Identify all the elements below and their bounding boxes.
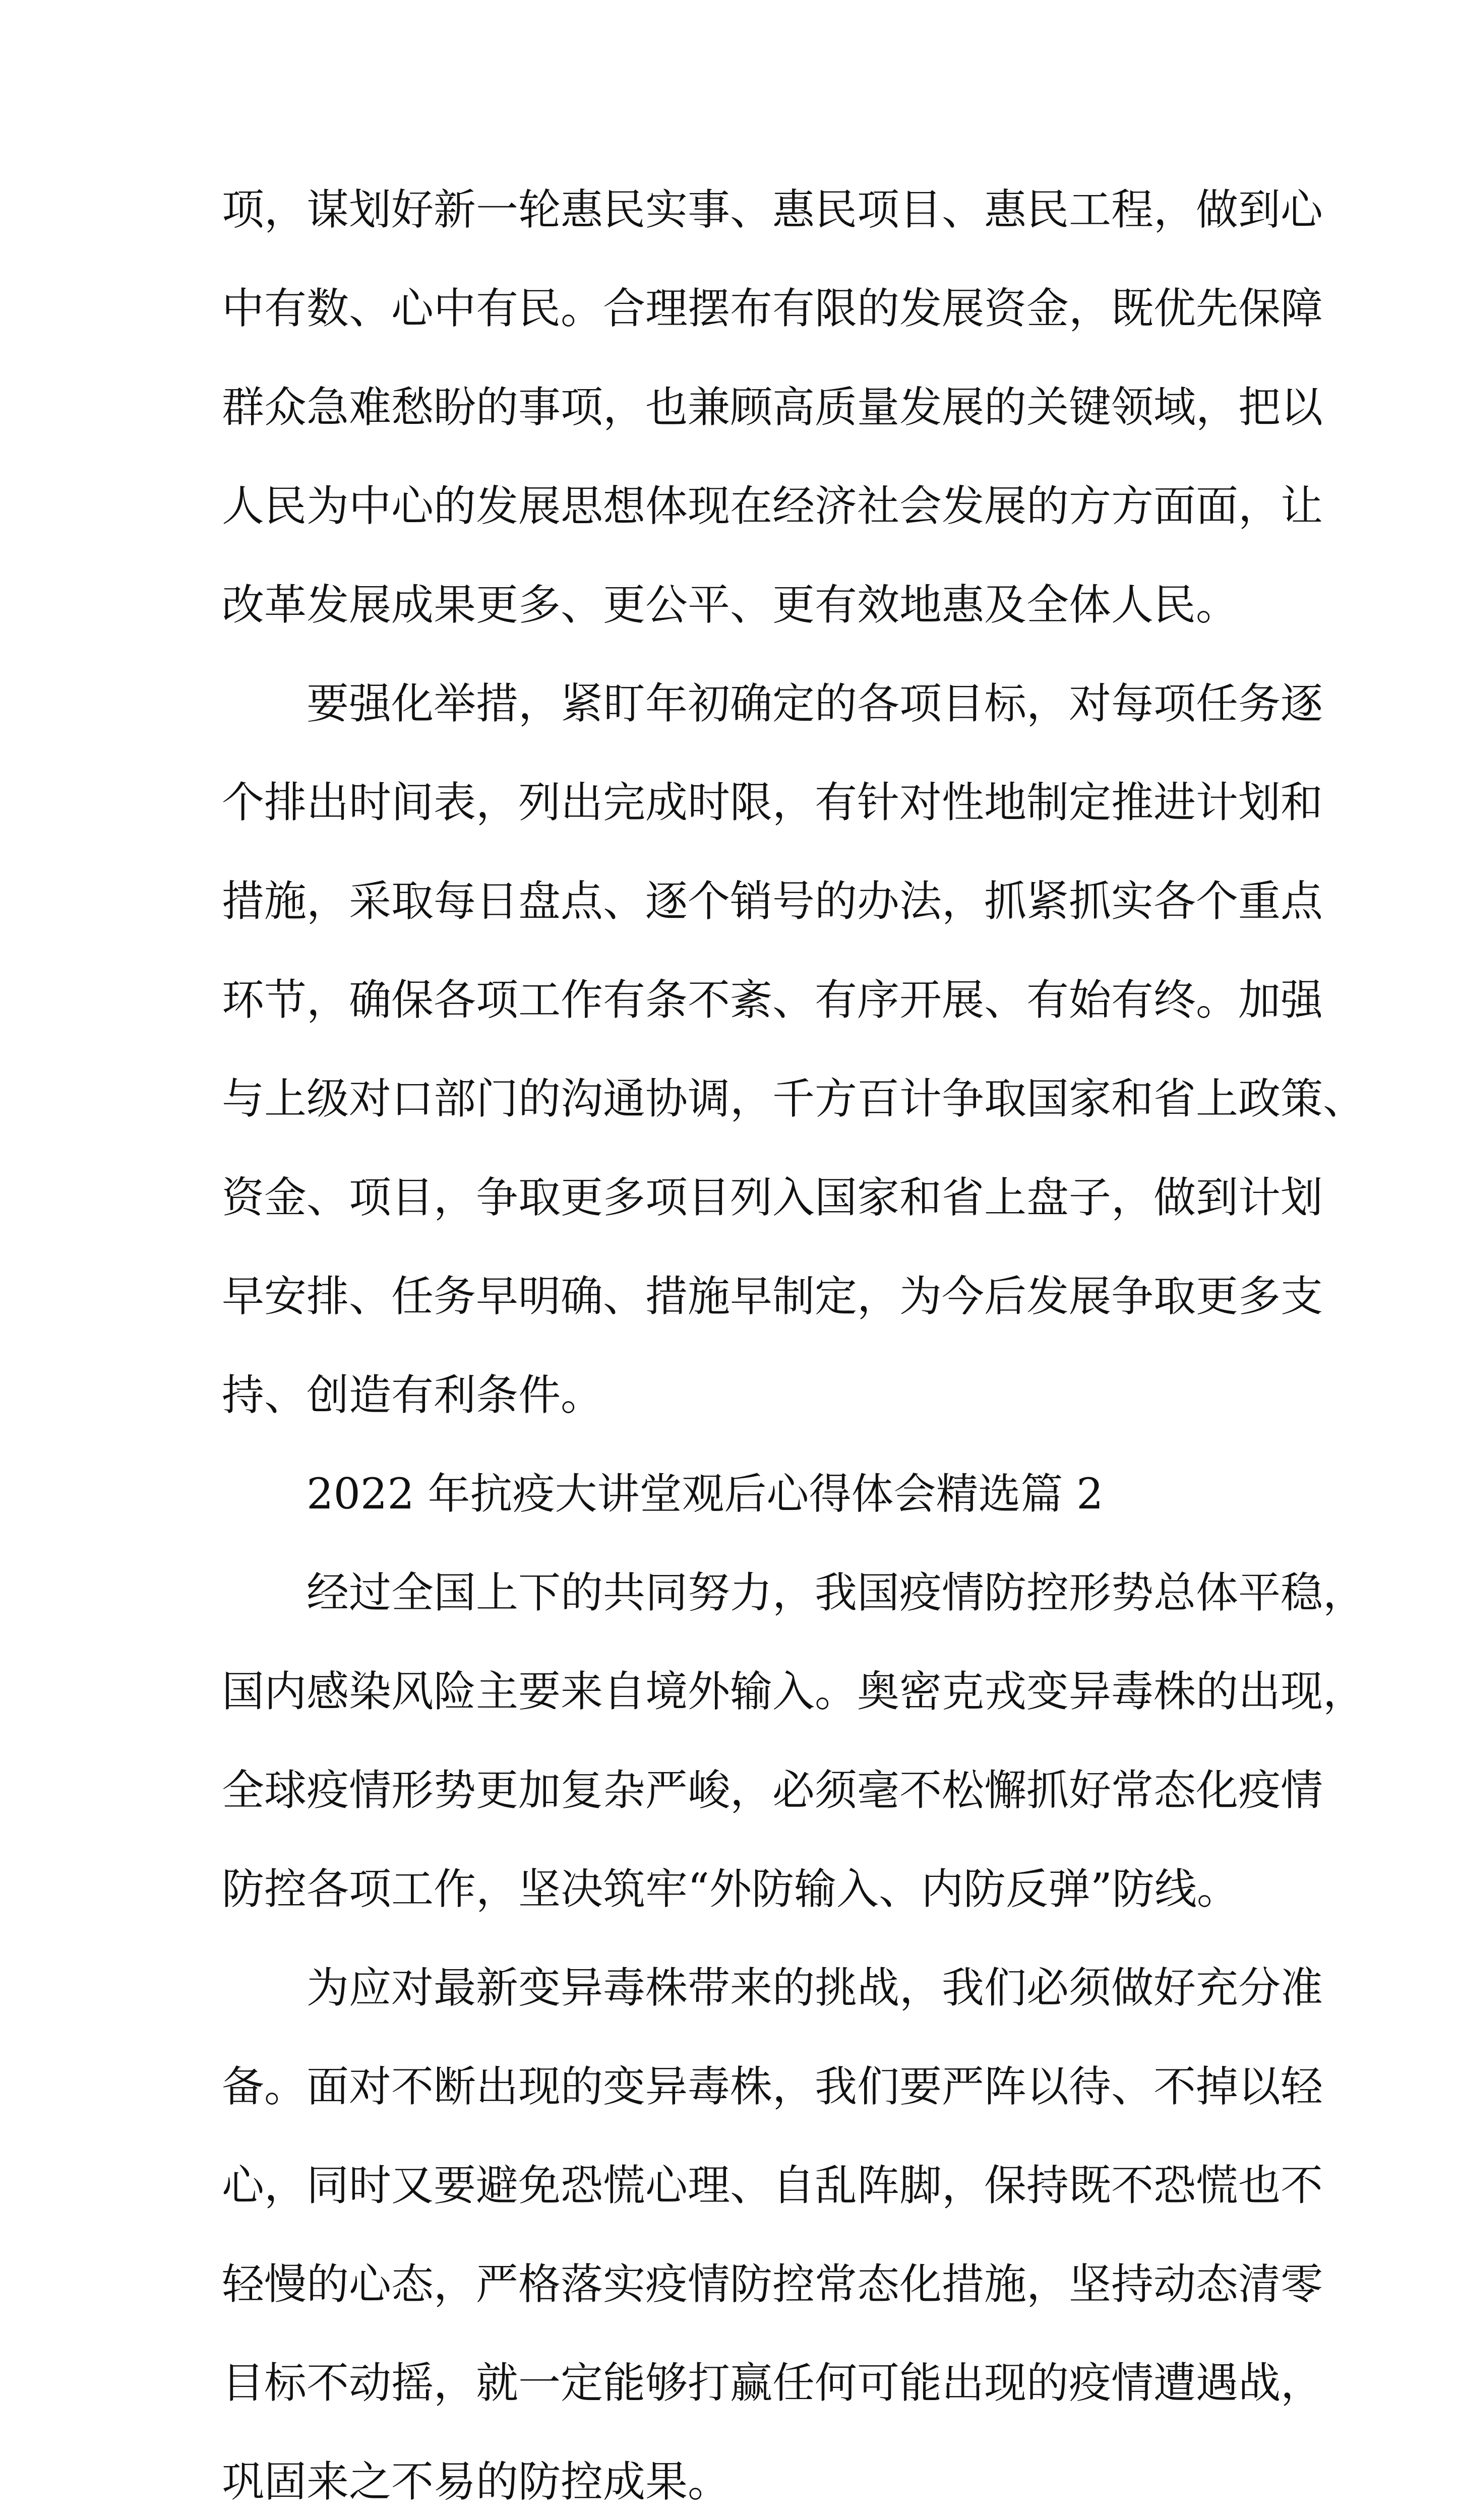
paragraph-livelihood-projects (222, 160, 1323, 654)
text-line: 轻慢的心态，严格落实疫情防控常态化措施，坚持动态清零 (222, 2259, 1323, 2309)
text-line: 国内感染风险主要来自境外输入。奥密克戎变异毒株的出现， (222, 1667, 1366, 1716)
text-line: 措施，采取每日盘点、逐个销号的办法，抓紧抓实各个重点 (222, 876, 1323, 926)
text-line: 中有数、心中有民。合理摆布有限的发展资金，既优先保障 (222, 284, 1323, 333)
text-line: 资金、项目，争取更多项目列入国家和省上盘子，做到计划 (222, 1173, 1323, 1222)
text-line: 个排出时间表，列出完成时限，有针对性地制定推进计划和 (222, 778, 1323, 827)
text-line: 防控各项工作，坚决筑牢“外防输入、内防反弹”防线。 (222, 1864, 1239, 1914)
heading-text: 2022 年抗疫大讲堂观后心得体会精选篇 2 (307, 1469, 1104, 1519)
text-line: 人民为中心的发展思想体现在经济社会发展的方方面面，让 (222, 481, 1323, 531)
text-line: 持、创造有利条件。 (222, 1370, 603, 1420)
text-line: 与上级对口部门的沟通协调，千方百计争取国家和省上政策、 (222, 1074, 1366, 1123)
text-line: 改革发展成果更多、更公平、更有效地惠及全体人民。 (222, 580, 1239, 629)
document-body (222, 160, 1366, 2520)
text-line: 环节，确保各项工作有条不紊、有序开展、有始有终。加强 (222, 975, 1323, 1025)
section-heading (222, 1444, 1235, 1543)
text-line: 心，同时又要避免恐慌心理、自乱阵脚，保持既不恐慌也不 (222, 2161, 1323, 2210)
text-line: 目标不动摇，就一定能够打赢任何可能出现的疫情遭遇战， (222, 2358, 1323, 2408)
paragraph-epidemic-situation (222, 1543, 1366, 1938)
paragraph-variant-response (222, 1938, 1323, 2520)
text-line: 备。面对不断出现的变异毒株，我们要严阵以待、不掉以轻 (222, 2062, 1323, 2111)
text-line: 群众急难愁盼的事项，也兼顾高质量发展的关键领域，把以 (222, 383, 1323, 432)
text-line: 要强化举措，紧盯年初确定的各项目标，对每项任务逐 (307, 679, 1323, 728)
text-line: 项，谋划好新一轮惠民实事、惠民项目、惠民工程，做到心 (222, 185, 1323, 234)
text-line: 早安排、任务早明确、措施早制定，为今后发展争取更多支 (222, 1272, 1323, 1321)
text-line: 巩固来之不易的防控成果。 (222, 2457, 731, 2506)
paragraph-strengthen-measures (222, 654, 1366, 1444)
text-line: 经过全国上下的共同努力，我国疫情防控形势总体平稳， (307, 1568, 1366, 1617)
text-line: 全球疫情形势更加复杂严峻，必须毫不松懈抓好常态化疫情 (222, 1766, 1323, 1815)
text-line: 为应对最新变异毒株带来的挑战，我们必须做好充分准 (307, 1963, 1323, 2012)
